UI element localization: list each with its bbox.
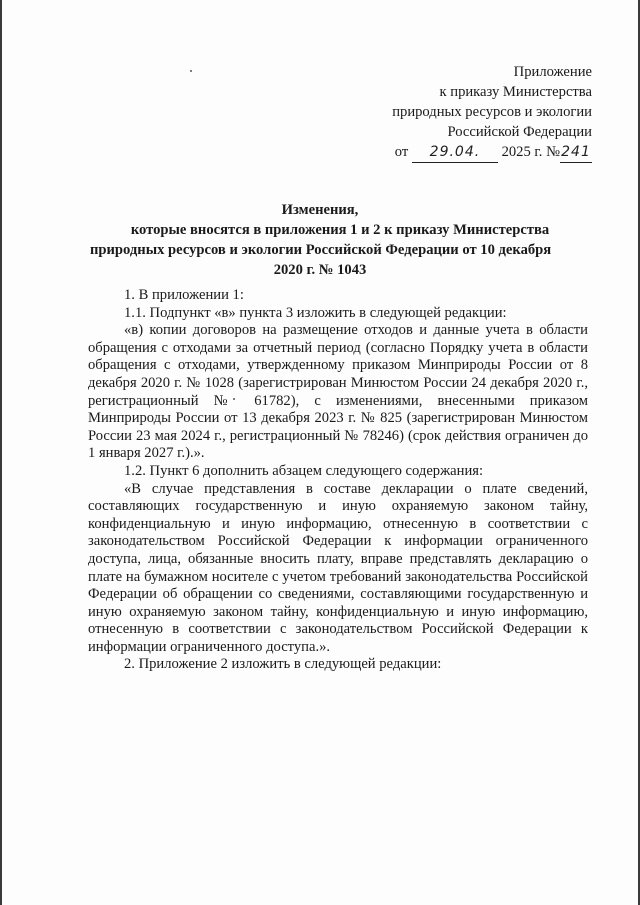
- date-prefix: от: [394, 144, 409, 160]
- appendix-line: Российской Федерации: [447, 124, 592, 140]
- paragraph: 1.1. Подпункт «в» пункта 3 изложить в следующей редакции:: [124, 304, 507, 321]
- title-line: которые вносятся в приложения 1 и 2 к приказу Министерства: [130, 222, 550, 238]
- appendix-line: природных ресурсов и экологии: [392, 104, 592, 120]
- appendix-line: к приказу Министерства: [439, 84, 592, 100]
- order-date-line: [262, 142, 592, 163]
- title-line: 2020 г. № 1043: [273, 262, 367, 278]
- document-body: [88, 287, 588, 674]
- appendix-header: [262, 62, 592, 163]
- paragraph: «в) копии договоров на размещение отходов и данные учета в области обращения с отходами за отчетный период (согласно Порядку учета в области обращения с отходами, утвержденному приказом Минприроды России от 8 декабря 2020 г. № 1028 (зарегистрирован Минюстом России 24 декабря 2020 г., регистрационный № 61782), с изменениями, внесенными приказом Минприроды России от 13 декабря 2023 г. № 825 (зарегистрирован Минюстом России 23 мая 2024 г., регистрационный № 78246) (срок действия ограничен до 1 января 2027 г.).».: [88, 322, 588, 462]
- paragraph: 1.2. Пункт 6 дополнить абзацем следующего содержания:: [124, 462, 484, 479]
- scan-edge-left: [0, 0, 2, 905]
- paragraph: «В случае представления в составе декларации о плате сведений, составляющих государственную и иную охраняемую законом тайну, конфиденциальную и иную информацию, отнесенную в соответствии с законодательством Российской Федерации к информации ограниченного доступа, лица, обязанные вносить плату, вправе представлять декларацию о плате на бумажном носителе с учетом требований законодательства Российской Федерации об обращении со сведениями, составляющими государственную и иную охраняемую законом тайну, конфиденциальную и иную информацию, отнесенную в соответствии с законодательством Российской Федерации к информации ограниченного доступа.».: [88, 480, 588, 655]
- title-line: Изменения,: [281, 202, 359, 218]
- title-line: природных ресурсов и экологии Российской Федерации от 10 декабря: [90, 242, 552, 258]
- scan-speck: [190, 70, 192, 72]
- document-title: [90, 200, 550, 280]
- handwritten-order-number: 241: [560, 142, 592, 163]
- handwritten-date: 29.04.: [412, 142, 498, 163]
- paragraph: 2. Приложение 2 изложить в следующей редакции:: [124, 656, 442, 673]
- paragraph: 1. В приложении 1:: [124, 287, 244, 303]
- appendix-line: Приложение: [513, 64, 592, 80]
- order-year: 2025 г.: [501, 144, 543, 160]
- number-prefix: №: [546, 144, 560, 160]
